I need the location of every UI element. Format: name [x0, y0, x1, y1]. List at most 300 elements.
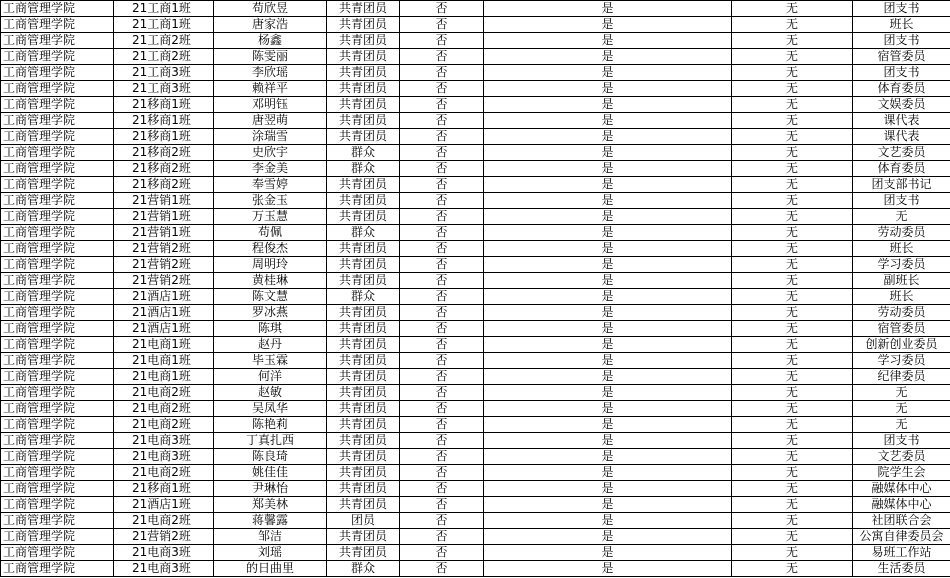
college-cell[interactable]: 工商管理学院 — [1, 81, 114, 97]
position-cell[interactable]: 无 — [853, 417, 950, 433]
answer-no-cell[interactable]: 否 — [400, 33, 484, 49]
table-row — [1, 449, 950, 465]
class-cell[interactable]: 21移商1班 — [114, 97, 214, 113]
political-status-cell[interactable]: 共青团员 — [327, 113, 400, 129]
class-cell[interactable]: 21电商3班 — [114, 433, 214, 449]
answer-yes-cell[interactable]: 是 — [484, 65, 732, 81]
class-cell[interactable]: 21电商2班 — [114, 401, 214, 417]
position-cell[interactable]: 融媒体中心 — [853, 497, 950, 513]
answer-no-cell[interactable]: 否 — [400, 433, 484, 449]
position-cell[interactable]: 团支书 — [853, 433, 950, 449]
political-status-cell[interactable]: 共青团员 — [327, 129, 400, 145]
college-cell[interactable]: 工商管理学院 — [1, 145, 114, 161]
political-status-cell[interactable]: 共青团员 — [327, 97, 400, 113]
name-cell[interactable]: 何洋 — [214, 369, 327, 385]
answer-none-cell[interactable]: 无 — [732, 177, 853, 193]
answer-no-cell[interactable]: 否 — [400, 417, 484, 433]
name-cell[interactable]: 万玉慧 — [214, 209, 327, 225]
answer-yes-cell[interactable]: 是 — [484, 481, 732, 497]
college-cell[interactable]: 工商管理学院 — [1, 321, 114, 337]
political-status-cell[interactable]: 共青团员 — [327, 241, 400, 257]
college-cell[interactable]: 工商管理学院 — [1, 481, 114, 497]
political-status-cell[interactable]: 群众 — [327, 145, 400, 161]
table-row — [1, 81, 950, 97]
class-cell[interactable]: 21电商3班 — [114, 545, 214, 561]
answer-none-cell[interactable]: 无 — [732, 337, 853, 353]
name-cell[interactable]: 奉雪婷 — [214, 177, 327, 193]
position-cell[interactable]: 融媒体中心 — [853, 481, 950, 497]
college-cell[interactable]: 工商管理学院 — [1, 193, 114, 209]
answer-no-cell[interactable]: 否 — [400, 1, 484, 17]
political-status-cell[interactable]: 群众 — [327, 561, 400, 577]
class-cell[interactable]: 21电商1班 — [114, 369, 214, 385]
position-cell[interactable]: 劳动委员 — [853, 225, 950, 241]
table-row — [1, 257, 950, 273]
name-cell[interactable]: 邓明钰 — [214, 97, 327, 113]
answer-no-cell[interactable]: 否 — [400, 65, 484, 81]
political-status-cell[interactable]: 共青团员 — [327, 1, 400, 17]
college-cell[interactable]: 工商管理学院 — [1, 65, 114, 81]
political-status-cell[interactable]: 共青团员 — [327, 497, 400, 513]
name-cell[interactable]: 涂瑞雪 — [214, 129, 327, 145]
college-cell[interactable]: 工商管理学院 — [1, 401, 114, 417]
answer-no-cell[interactable]: 否 — [400, 305, 484, 321]
name-cell[interactable]: 姚佳佳 — [214, 465, 327, 481]
college-cell[interactable]: 工商管理学院 — [1, 33, 114, 49]
table-row — [1, 241, 950, 257]
answer-none-cell[interactable]: 无 — [732, 65, 853, 81]
political-status-cell[interactable]: 共青团员 — [327, 369, 400, 385]
answer-none-cell[interactable]: 无 — [732, 97, 853, 113]
answer-no-cell[interactable]: 否 — [400, 241, 484, 257]
answer-yes-cell[interactable]: 是 — [484, 241, 732, 257]
answer-none-cell[interactable]: 无 — [732, 305, 853, 321]
position-cell[interactable]: 易班工作站 — [853, 545, 950, 561]
answer-yes-cell[interactable]: 是 — [484, 513, 732, 529]
class-cell[interactable]: 21电商3班 — [114, 449, 214, 465]
table-row — [1, 225, 950, 241]
answer-yes-cell[interactable]: 是 — [484, 129, 732, 145]
position-cell[interactable]: 公寓自律委员会 — [853, 529, 950, 545]
college-cell[interactable]: 工商管理学院 — [1, 225, 114, 241]
answer-none-cell[interactable]: 无 — [732, 257, 853, 273]
class-cell[interactable]: 21工商2班 — [114, 33, 214, 49]
position-cell[interactable]: 团支书 — [853, 33, 950, 49]
class-cell[interactable]: 21电商1班 — [114, 337, 214, 353]
name-cell[interactable]: 罗冰燕 — [214, 305, 327, 321]
answer-yes-cell[interactable]: 是 — [484, 449, 732, 465]
answer-no-cell[interactable]: 否 — [400, 529, 484, 545]
position-cell[interactable]: 团支书 — [853, 193, 950, 209]
college-cell[interactable]: 工商管理学院 — [1, 465, 114, 481]
political-status-cell[interactable]: 群众 — [327, 225, 400, 241]
name-cell[interactable]: 陈艳莉 — [214, 417, 327, 433]
name-cell[interactable]: 赵丹 — [214, 337, 327, 353]
answer-yes-cell[interactable]: 是 — [484, 161, 732, 177]
class-cell[interactable]: 21营销2班 — [114, 273, 214, 289]
answer-yes-cell[interactable]: 是 — [484, 305, 732, 321]
answer-no-cell[interactable]: 否 — [400, 49, 484, 65]
answer-none-cell[interactable]: 无 — [732, 209, 853, 225]
answer-none-cell[interactable]: 无 — [732, 289, 853, 305]
class-cell[interactable]: 21酒店1班 — [114, 305, 214, 321]
answer-yes-cell[interactable]: 是 — [484, 33, 732, 49]
political-status-cell[interactable]: 共青团员 — [327, 401, 400, 417]
answer-no-cell[interactable]: 否 — [400, 481, 484, 497]
table-row — [1, 497, 950, 513]
answer-no-cell[interactable]: 否 — [400, 257, 484, 273]
class-cell[interactable]: 21电商2班 — [114, 513, 214, 529]
answer-yes-cell[interactable]: 是 — [484, 385, 732, 401]
position-cell[interactable]: 体育委员 — [853, 161, 950, 177]
political-status-cell[interactable]: 共青团员 — [327, 209, 400, 225]
class-cell[interactable]: 21营销1班 — [114, 209, 214, 225]
class-cell[interactable]: 21营销1班 — [114, 193, 214, 209]
position-cell[interactable]: 学习委员 — [853, 257, 950, 273]
class-cell[interactable]: 21工商1班 — [114, 1, 214, 17]
answer-yes-cell[interactable]: 是 — [484, 97, 732, 113]
name-cell[interactable]: 赵敏 — [214, 385, 327, 401]
name-cell[interactable]: 苟佩 — [214, 225, 327, 241]
answer-no-cell[interactable]: 否 — [400, 289, 484, 305]
name-cell[interactable]: 苟欣昱 — [214, 1, 327, 17]
name-cell[interactable]: 黄桂琳 — [214, 273, 327, 289]
position-cell[interactable]: 劳动委员 — [853, 305, 950, 321]
answer-no-cell[interactable]: 否 — [400, 177, 484, 193]
college-cell[interactable]: 工商管理学院 — [1, 161, 114, 177]
college-cell[interactable]: 工商管理学院 — [1, 545, 114, 561]
class-cell[interactable]: 21工商2班 — [114, 49, 214, 65]
position-cell[interactable]: 创新创业委员 — [853, 337, 950, 353]
position-cell[interactable]: 无 — [853, 209, 950, 225]
answer-yes-cell[interactable]: 是 — [484, 497, 732, 513]
class-cell[interactable]: 21电商2班 — [114, 417, 214, 433]
college-cell[interactable]: 工商管理学院 — [1, 561, 114, 577]
college-cell[interactable]: 工商管理学院 — [1, 17, 114, 33]
political-status-cell[interactable]: 共青团员 — [327, 177, 400, 193]
college-cell[interactable]: 工商管理学院 — [1, 177, 114, 193]
answer-yes-cell[interactable]: 是 — [484, 209, 732, 225]
college-cell[interactable]: 工商管理学院 — [1, 529, 114, 545]
answer-yes-cell[interactable]: 是 — [484, 337, 732, 353]
answer-no-cell[interactable]: 否 — [400, 321, 484, 337]
political-status-cell[interactable]: 共青团员 — [327, 65, 400, 81]
answer-yes-cell[interactable]: 是 — [484, 465, 732, 481]
college-cell[interactable]: 工商管理学院 — [1, 113, 114, 129]
answer-no-cell[interactable]: 否 — [400, 113, 484, 129]
answer-no-cell[interactable]: 否 — [400, 193, 484, 209]
answer-yes-cell[interactable]: 是 — [484, 321, 732, 337]
name-cell[interactable]: 张金玉 — [214, 193, 327, 209]
political-status-cell[interactable]: 群众 — [327, 161, 400, 177]
class-cell[interactable]: 21酒店1班 — [114, 497, 214, 513]
position-cell[interactable]: 文艺委员 — [853, 449, 950, 465]
name-cell[interactable]: 的日曲里 — [214, 561, 327, 577]
answer-none-cell[interactable]: 无 — [732, 561, 853, 577]
position-cell[interactable]: 班长 — [853, 289, 950, 305]
position-cell[interactable]: 团支部书记 — [853, 177, 950, 193]
answer-no-cell[interactable]: 否 — [400, 465, 484, 481]
name-cell[interactable]: 唐翌萌 — [214, 113, 327, 129]
answer-no-cell[interactable]: 否 — [400, 17, 484, 33]
answer-yes-cell[interactable]: 是 — [484, 177, 732, 193]
position-cell[interactable]: 班长 — [853, 241, 950, 257]
political-status-cell[interactable]: 共青团员 — [327, 321, 400, 337]
college-cell[interactable]: 工商管理学院 — [1, 433, 114, 449]
answer-no-cell[interactable]: 否 — [400, 145, 484, 161]
answer-none-cell[interactable]: 无 — [732, 193, 853, 209]
answer-no-cell[interactable]: 否 — [400, 497, 484, 513]
position-cell[interactable]: 社团联合会 — [853, 513, 950, 529]
answer-no-cell[interactable]: 否 — [400, 161, 484, 177]
position-cell[interactable]: 体育委员 — [853, 81, 950, 97]
answer-none-cell[interactable]: 无 — [732, 17, 853, 33]
name-cell[interactable]: 程俊杰 — [214, 241, 327, 257]
name-cell[interactable]: 尹琳怡 — [214, 481, 327, 497]
name-cell[interactable]: 陈琪 — [214, 321, 327, 337]
name-cell[interactable]: 陈雯丽 — [214, 49, 327, 65]
political-status-cell[interactable]: 共青团员 — [327, 17, 400, 33]
answer-yes-cell[interactable]: 是 — [484, 1, 732, 17]
position-cell[interactable]: 课代表 — [853, 113, 950, 129]
name-cell[interactable]: 陈良琦 — [214, 449, 327, 465]
position-cell[interactable]: 纪律委员 — [853, 369, 950, 385]
answer-no-cell[interactable]: 否 — [400, 449, 484, 465]
position-cell[interactable]: 班长 — [853, 17, 950, 33]
answer-yes-cell[interactable]: 是 — [484, 369, 732, 385]
answer-none-cell[interactable]: 无 — [732, 81, 853, 97]
name-cell[interactable]: 毕玉霖 — [214, 353, 327, 369]
answer-none-cell[interactable]: 无 — [732, 1, 853, 17]
political-status-cell[interactable]: 共青团员 — [327, 273, 400, 289]
name-cell[interactable]: 史欣宇 — [214, 145, 327, 161]
answer-yes-cell[interactable]: 是 — [484, 113, 732, 129]
political-status-cell[interactable]: 共青团员 — [327, 305, 400, 321]
political-status-cell[interactable]: 共青团员 — [327, 545, 400, 561]
table-row — [1, 401, 950, 417]
political-status-cell[interactable]: 团员 — [327, 513, 400, 529]
answer-none-cell[interactable]: 无 — [732, 433, 853, 449]
class-cell[interactable]: 21移商1班 — [114, 481, 214, 497]
answer-none-cell[interactable]: 无 — [732, 545, 853, 561]
political-status-cell[interactable]: 共青团员 — [327, 433, 400, 449]
answer-no-cell[interactable]: 否 — [400, 513, 484, 529]
position-cell[interactable]: 宿管委员 — [853, 49, 950, 65]
political-status-cell[interactable]: 共青团员 — [327, 529, 400, 545]
name-cell[interactable]: 郑美林 — [214, 497, 327, 513]
answer-none-cell[interactable]: 无 — [732, 49, 853, 65]
college-cell[interactable]: 工商管理学院 — [1, 129, 114, 145]
answer-no-cell[interactable]: 否 — [400, 385, 484, 401]
answer-no-cell[interactable]: 否 — [400, 97, 484, 113]
college-cell[interactable]: 工商管理学院 — [1, 1, 114, 17]
position-cell[interactable]: 副班长 — [853, 273, 950, 289]
position-cell[interactable]: 学习委员 — [853, 353, 950, 369]
answer-none-cell[interactable]: 无 — [732, 465, 853, 481]
position-cell[interactable]: 课代表 — [853, 129, 950, 145]
class-cell[interactable]: 21电商1班 — [114, 353, 214, 369]
name-cell[interactable]: 蒋馨露 — [214, 513, 327, 529]
class-cell[interactable]: 21工商3班 — [114, 81, 214, 97]
table-row — [1, 177, 950, 193]
answer-yes-cell[interactable]: 是 — [484, 81, 732, 97]
college-cell[interactable]: 工商管理学院 — [1, 385, 114, 401]
answer-no-cell[interactable]: 否 — [400, 337, 484, 353]
position-cell[interactable]: 团支书 — [853, 1, 950, 17]
college-cell[interactable]: 工商管理学院 — [1, 449, 114, 465]
answer-none-cell[interactable]: 无 — [732, 449, 853, 465]
table-row — [1, 385, 950, 401]
answer-none-cell[interactable]: 无 — [732, 321, 853, 337]
answer-no-cell[interactable]: 否 — [400, 209, 484, 225]
class-cell[interactable]: 21工商3班 — [114, 65, 214, 81]
answer-none-cell[interactable]: 无 — [732, 145, 853, 161]
position-cell[interactable]: 团支书 — [853, 65, 950, 81]
answer-none-cell[interactable]: 无 — [732, 129, 853, 145]
class-cell[interactable]: 21移商2班 — [114, 177, 214, 193]
answer-yes-cell[interactable]: 是 — [484, 17, 732, 33]
answer-none-cell[interactable]: 无 — [732, 113, 853, 129]
answer-no-cell[interactable]: 否 — [400, 561, 484, 577]
position-cell[interactable]: 文艺委员 — [853, 145, 950, 161]
answer-yes-cell[interactable]: 是 — [484, 417, 732, 433]
political-status-cell[interactable]: 共青团员 — [327, 449, 400, 465]
answer-none-cell[interactable]: 无 — [732, 481, 853, 497]
answer-none-cell[interactable]: 无 — [732, 401, 853, 417]
college-cell[interactable]: 工商管理学院 — [1, 273, 114, 289]
political-status-cell[interactable]: 共青团员 — [327, 337, 400, 353]
college-cell[interactable]: 工商管理学院 — [1, 369, 114, 385]
class-cell[interactable]: 21营销2班 — [114, 529, 214, 545]
answer-no-cell[interactable]: 否 — [400, 273, 484, 289]
class-cell[interactable]: 21电商2班 — [114, 465, 214, 481]
answer-yes-cell[interactable]: 是 — [484, 145, 732, 161]
name-cell[interactable]: 杨鑫 — [214, 33, 327, 49]
class-cell[interactable]: 21酒店1班 — [114, 321, 214, 337]
answer-yes-cell[interactable]: 是 — [484, 545, 732, 561]
answer-yes-cell[interactable]: 是 — [484, 273, 732, 289]
answer-none-cell[interactable]: 无 — [732, 513, 853, 529]
college-cell[interactable]: 工商管理学院 — [1, 209, 114, 225]
college-cell[interactable]: 工商管理学院 — [1, 257, 114, 273]
college-cell[interactable]: 工商管理学院 — [1, 497, 114, 513]
position-cell[interactable]: 生活委员 — [853, 561, 950, 577]
class-cell[interactable]: 21营销2班 — [114, 241, 214, 257]
class-cell[interactable]: 21工商1班 — [114, 17, 214, 33]
class-cell[interactable]: 21移商2班 — [114, 145, 214, 161]
answer-yes-cell[interactable]: 是 — [484, 401, 732, 417]
answer-none-cell[interactable]: 无 — [732, 161, 853, 177]
answer-none-cell[interactable]: 无 — [732, 225, 853, 241]
answer-no-cell[interactable]: 否 — [400, 353, 484, 369]
answer-none-cell[interactable]: 无 — [732, 385, 853, 401]
college-cell[interactable]: 工商管理学院 — [1, 305, 114, 321]
answer-no-cell[interactable]: 否 — [400, 545, 484, 561]
answer-none-cell[interactable]: 无 — [732, 273, 853, 289]
answer-no-cell[interactable]: 否 — [400, 129, 484, 145]
name-cell[interactable]: 陈文慧 — [214, 289, 327, 305]
table-row — [1, 529, 950, 545]
college-cell[interactable]: 工商管理学院 — [1, 353, 114, 369]
political-status-cell[interactable]: 共青团员 — [327, 81, 400, 97]
answer-none-cell[interactable]: 无 — [732, 497, 853, 513]
name-cell[interactable]: 李金美 — [214, 161, 327, 177]
answer-yes-cell[interactable]: 是 — [484, 433, 732, 449]
answer-yes-cell[interactable]: 是 — [484, 225, 732, 241]
position-cell[interactable]: 文娱委员 — [853, 97, 950, 113]
position-cell[interactable]: 宿管委员 — [853, 321, 950, 337]
college-cell[interactable]: 工商管理学院 — [1, 417, 114, 433]
college-cell[interactable]: 工商管理学院 — [1, 513, 114, 529]
class-cell[interactable]: 21酒店1班 — [114, 289, 214, 305]
answer-no-cell[interactable]: 否 — [400, 401, 484, 417]
answer-none-cell[interactable]: 无 — [732, 529, 853, 545]
name-cell[interactable]: 丁真扎西 — [214, 433, 327, 449]
position-cell[interactable]: 院学生会 — [853, 465, 950, 481]
class-cell[interactable]: 21营销2班 — [114, 257, 214, 273]
class-cell[interactable]: 21移商1班 — [114, 113, 214, 129]
political-status-cell[interactable]: 共青团员 — [327, 257, 400, 273]
college-cell[interactable]: 工商管理学院 — [1, 49, 114, 65]
political-status-cell[interactable]: 共青团员 — [327, 385, 400, 401]
position-cell[interactable]: 无 — [853, 385, 950, 401]
answer-yes-cell[interactable]: 是 — [484, 49, 732, 65]
political-status-cell[interactable]: 共青团员 — [327, 465, 400, 481]
political-status-cell[interactable]: 共青团员 — [327, 353, 400, 369]
answer-yes-cell[interactable]: 是 — [484, 353, 732, 369]
college-cell[interactable]: 工商管理学院 — [1, 97, 114, 113]
answer-no-cell[interactable]: 否 — [400, 225, 484, 241]
name-cell[interactable]: 唐家浩 — [214, 17, 327, 33]
answer-yes-cell[interactable]: 是 — [484, 561, 732, 577]
table-row — [1, 113, 950, 129]
answer-yes-cell[interactable]: 是 — [484, 289, 732, 305]
political-status-cell[interactable]: 共青团员 — [327, 417, 400, 433]
class-cell[interactable]: 21移商2班 — [114, 161, 214, 177]
name-cell[interactable]: 李欣瑶 — [214, 65, 327, 81]
name-cell[interactable]: 刘瑶 — [214, 545, 327, 561]
answer-none-cell[interactable]: 无 — [732, 417, 853, 433]
table-row — [1, 545, 950, 561]
political-status-cell[interactable]: 共青团员 — [327, 481, 400, 497]
name-cell[interactable]: 周明玲 — [214, 257, 327, 273]
answer-yes-cell[interactable]: 是 — [484, 257, 732, 273]
class-cell[interactable]: 21电商3班 — [114, 561, 214, 577]
political-status-cell[interactable]: 群众 — [327, 289, 400, 305]
answer-none-cell[interactable]: 无 — [732, 241, 853, 257]
name-cell[interactable]: 邹洁 — [214, 529, 327, 545]
class-cell[interactable]: 21移商1班 — [114, 129, 214, 145]
name-cell[interactable]: 吴凤华 — [214, 401, 327, 417]
answer-none-cell[interactable]: 无 — [732, 369, 853, 385]
college-cell[interactable]: 工商管理学院 — [1, 241, 114, 257]
class-cell[interactable]: 21营销1班 — [114, 225, 214, 241]
political-status-cell[interactable]: 共青团员 — [327, 33, 400, 49]
class-cell[interactable]: 21电商2班 — [114, 385, 214, 401]
answer-none-cell[interactable]: 无 — [732, 353, 853, 369]
answer-no-cell[interactable]: 否 — [400, 369, 484, 385]
college-cell[interactable]: 工商管理学院 — [1, 289, 114, 305]
political-status-cell[interactable]: 共青团员 — [327, 49, 400, 65]
political-status-cell[interactable]: 共青团员 — [327, 193, 400, 209]
name-cell[interactable]: 赖祥平 — [214, 81, 327, 97]
answer-no-cell[interactable]: 否 — [400, 81, 484, 97]
answer-yes-cell[interactable]: 是 — [484, 193, 732, 209]
position-cell[interactable]: 无 — [853, 401, 950, 417]
college-cell[interactable]: 工商管理学院 — [1, 337, 114, 353]
answer-none-cell[interactable]: 无 — [732, 33, 853, 49]
answer-yes-cell[interactable]: 是 — [484, 529, 732, 545]
